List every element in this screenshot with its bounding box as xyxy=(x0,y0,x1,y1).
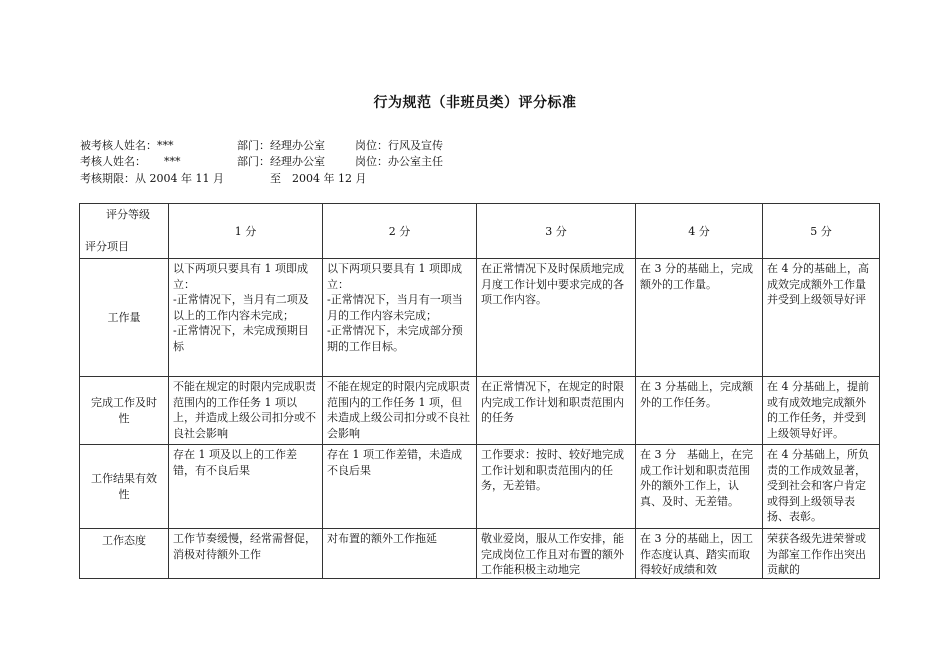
criteria-cell: 存在 1 项工作差错，未造成不良后果 xyxy=(323,445,477,529)
header-row xyxy=(80,204,880,259)
assessee-name: 被考核人姓名：*** xyxy=(80,139,174,152)
criteria-cell: 以下两项只要具有 1 项即成立： -正常情况下，当月有一项当月的工作内容未完成； -正常情况下，未完成部分预期的工作目标。 xyxy=(323,259,477,377)
table-row xyxy=(80,377,880,445)
criteria-cell: 在 3 分 基础上，在完成工作计划和职责范围外的额外工作上，认真、及时、无差错。 xyxy=(636,445,763,529)
row-item-label: 工作态度 xyxy=(80,529,169,579)
corner-cell xyxy=(80,204,169,259)
criteria-cell: 对布置的额外工作拖延 xyxy=(323,529,477,579)
criteria-cell: 工作节奏缓慢，经常需督促，消极对待额外工作 xyxy=(169,529,323,579)
level-header: 2 分 xyxy=(323,204,477,259)
row-item-label: 完成工作及时性 xyxy=(80,377,169,445)
criteria-cell: 敬业爱岗，服从工作安排，能完成岗位工作且对布置的额外工作能积极主动地完 xyxy=(477,529,636,579)
table-row xyxy=(80,529,880,579)
criteria-cell: 在 4 分基础上，提前或有成效地完成额外的工作任务，并受到上级领导好评。 xyxy=(763,377,880,445)
level-header: 4 分 xyxy=(636,204,763,259)
table-row xyxy=(80,259,880,377)
level-header: 3 分 xyxy=(477,204,636,259)
corner-level-label: 评分等级 xyxy=(106,208,150,221)
level-header: 5 分 xyxy=(763,204,880,259)
period-start: 考核期限：从 2004 年 11 月 xyxy=(80,172,224,185)
criteria-cell: 在 3 分基础上，完成额外的工作任务。 xyxy=(636,377,763,445)
criteria-cell: 在 4 分的基础上，高成效完成额外工作量并受到上级领导好评 xyxy=(763,259,880,377)
criteria-cell: 存在 1 项及以上的工作差错，有不良后果 xyxy=(169,445,323,529)
assessor-post: 岗位：办公室主任 xyxy=(355,155,443,168)
criteria-cell: 在 3 分的基础上，完成额外的工作量。 xyxy=(636,259,763,377)
score-table xyxy=(79,203,880,579)
assessee-post: 岗位：行风及宣传 xyxy=(355,139,443,152)
criteria-cell: 工作要求：按时、较好地完成工作计划和职责范围内的任务，无差错。 xyxy=(477,445,636,529)
row-item-label: 工作量 xyxy=(80,259,169,377)
page-title: 行为规范（非班员类）评分标准 xyxy=(373,95,577,111)
criteria-cell: 以下两项只要具有 1 项即成立： -正常情况下，当月有二项及以上的工作内容未完成； -正常情况下，未完成预期目标 xyxy=(169,259,323,377)
criteria-cell: 不能在规定的时限内完成职责范围内的工作任务 1 项以上，并造成上级公司扣分或不良社会影响 xyxy=(169,377,323,445)
criteria-cell: 荣获各级先进荣誉或为部室工作作出突出贡献的 xyxy=(763,529,880,579)
criteria-cell: 在正常情况下及时保质地完成月度工作计划中要求完成的各项工作内容。 xyxy=(477,259,636,377)
criteria-cell: 不能在规定的时限内完成职责范围内的工作任务 1 项，但未造成上级公司扣分或不良社会影响 xyxy=(323,377,477,445)
row-item-label: 工作结果有效性 xyxy=(80,445,169,529)
assessor-dept: 部门：经理办公室 xyxy=(237,155,325,168)
corner-item-label: 评分项目 xyxy=(85,240,129,254)
table-row xyxy=(80,445,880,529)
level-header: 1 分 xyxy=(169,204,323,259)
assessor-name-label: 考核人姓名： xyxy=(80,155,146,168)
assessor-name-value: *** xyxy=(164,155,181,168)
criteria-cell: 在正常情况下，在规定的时限内完成工作计划和职责范围内的任务 xyxy=(477,377,636,445)
assessee-dept: 部门：经理办公室 xyxy=(237,139,325,152)
period-end: 至 2004 年 12 月 xyxy=(270,172,367,185)
criteria-cell: 在 3 分的基础上，因工作态度认真、踏实而取得较好成绩和效 xyxy=(636,529,763,579)
criteria-cell: 在 4 分基础上，所负责的工作成效显著，受到社会和客户肯定或得到上级领导表扬、表彰。 xyxy=(763,445,880,529)
